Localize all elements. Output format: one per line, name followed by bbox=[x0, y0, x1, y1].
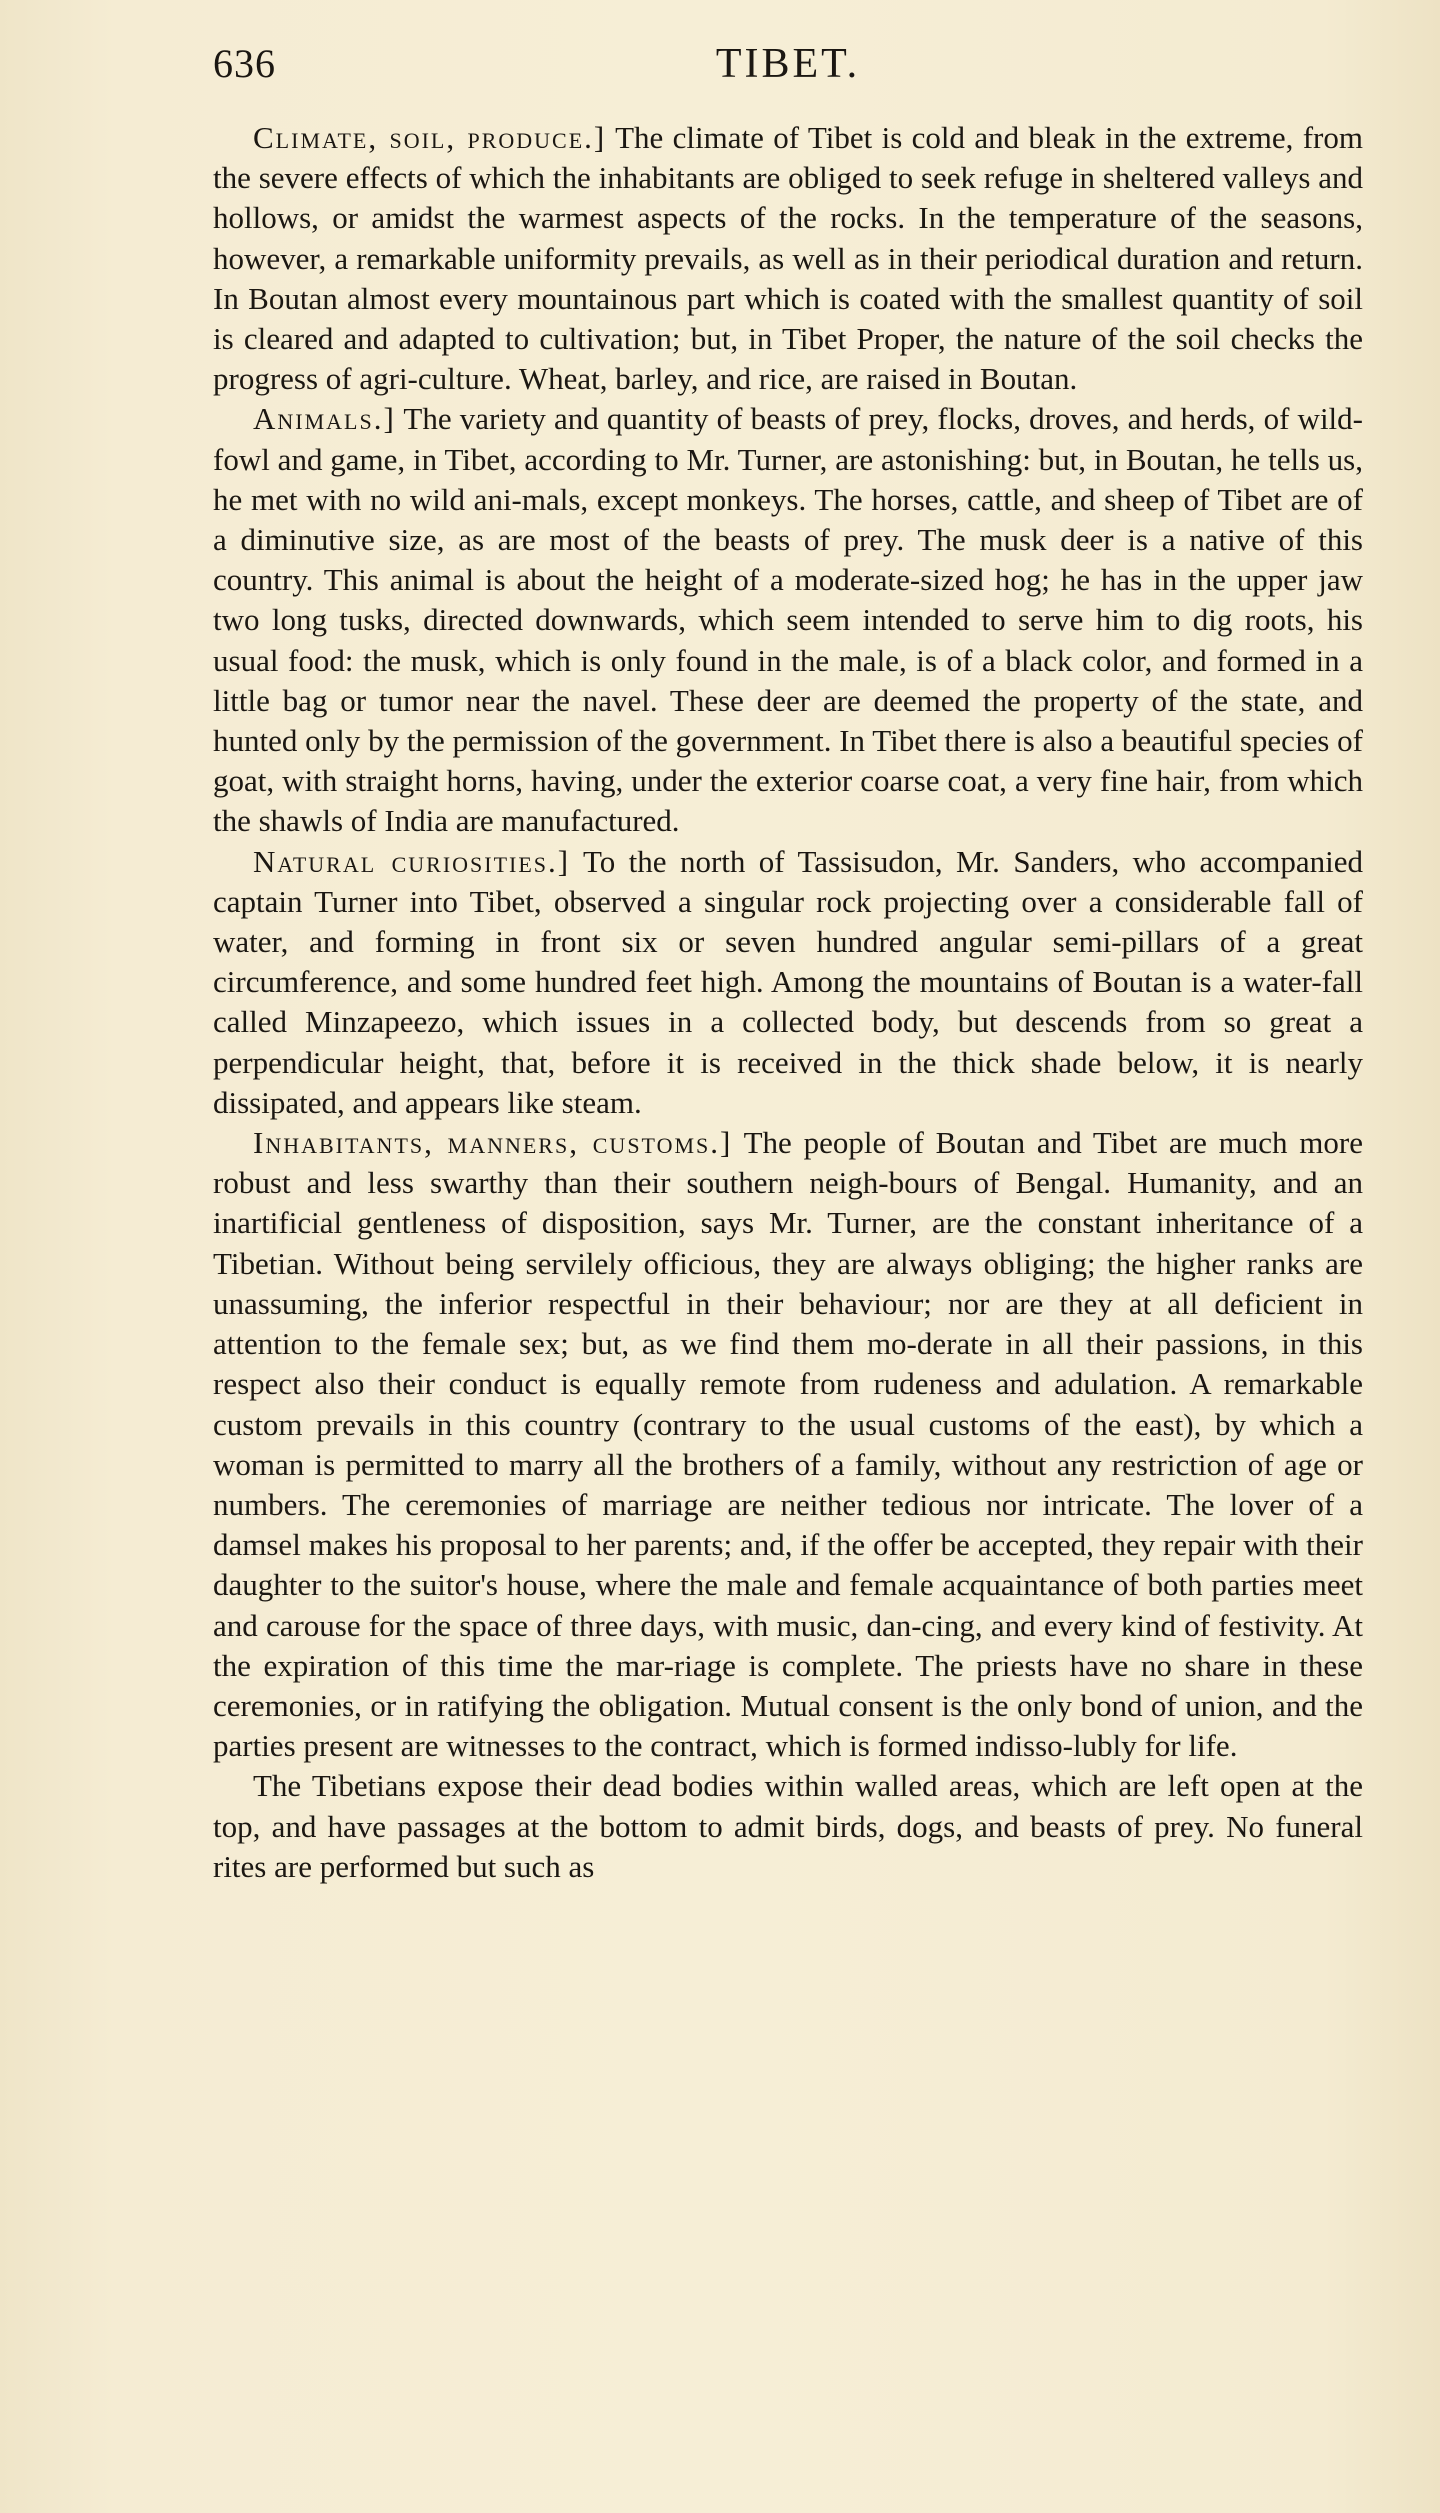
page-number: 636 bbox=[213, 41, 276, 86]
paragraph-natural-curiosities bbox=[213, 842, 1363, 1123]
section-heading: Animals.] bbox=[253, 401, 396, 437]
section-heading: Inhabitants, manners, customs.] bbox=[253, 1125, 733, 1161]
paragraph-text: The climate of Tibet is cold and bleak in the extreme, from the severe effects of which the inhabitants are obliged to seek refuge in sheltered valleys and hollows, or amidst the warmest aspects of the rocks. In the temperature of the seasons, however, a remarkable uniformity prevails, as well as in their periodical duration and return. In Boutan almost every mountainous part which is coated with the smallest quantity of soil is cleared and adapted to cultivation; but, in Tibet Proper, the nature of the soil checks the progress of agri-culture. Wheat, barley, and rice, are raised in Boutan. bbox=[213, 120, 1363, 397]
running-title: TIBET. bbox=[715, 41, 861, 87]
paragraph-climate bbox=[213, 118, 1363, 399]
paragraph-text: The Tibetians expose their dead bodies within walled areas, which are left open at the top, and have passages at the bottom to admit birds, dogs, and beasts of prey. No funeral rites are performed but such as bbox=[213, 1768, 1363, 1884]
body-text bbox=[213, 118, 1363, 1887]
paragraph-funerals bbox=[213, 1766, 1363, 1887]
paragraph-text: The variety and quantity of beasts of prey, flocks, droves, and herds, of wild-fowl and game, in Tibet, according to Mr. Turner, are astonishing: but, in Boutan, he tells us, he met with no wild ani-mals, except monkeys. The horses, cattle, and sheep of Tibet are of a diminutive size, as are most of the beasts of prey. The musk deer is a native of this country. This animal is about the height of a moderate-sized hog; he has in the upper jaw two long tusks, directed downwards, which seem intended to serve him to dig roots, his usual food: the musk, which is only found in the male, is of a black color, and formed in a little bag or tumor near the navel. These deer are deemed the property of the state, and hunted only by the permission of the government. In Tibet there is also a beautiful species of goat, with straight horns, having, under the exterior coarse coat, a very fine hair, from which the shawls of India are manufactured. bbox=[213, 401, 1363, 839]
paragraph-text: The people of Boutan and Tibet are much more robust and less swarthy than their southern neigh-bours of Bengal. Humanity, and an inartificial gentleness of disposition, says Mr. Turner, are the constant inheritance of a Tibetian. Without being servilely officious, they are always obliging; the higher ranks are unassuming, the inferior respectful in their behaviour; nor are they at all deficient in attention to the female sex; but, as we find them mo-derate in all their passions, in this respect also their conduct is equally remote from rudeness and adulation. A remarkable custom prevails in this country (contrary to the usual customs of the east), by which a woman is permitted to marry all the brothers of a family, without any restriction of age or numbers. The ceremonies of marriage are neither tedious nor intricate. The lover of a damsel makes his proposal to her parents; and, if the offer be accepted, they repair with their daughter to the suitor's house, where the male and female acquaintance of both parties meet and carouse for the space of three days, with music, dan-cing, and every kind of festivity. At the expiration of this time the mar-riage is complete. The priests have no share in these ceremonies, or in ratifying the obligation. Mutual consent is the only bond of union, and the parties present are witnesses to the contract, which is formed indisso-lubly for life. bbox=[213, 1125, 1364, 1764]
section-heading: Climate, soil, produce.] bbox=[253, 120, 607, 155]
page-header bbox=[213, 40, 1363, 100]
section-heading: Natural curiosities.] bbox=[253, 843, 571, 879]
paragraph-animals bbox=[213, 399, 1363, 841]
paragraph-inhabitants bbox=[213, 1123, 1363, 1766]
paragraph-text: To the north of Tassisudon, Mr. Sanders, who accompanied captain Turner into Tibet, observed a singular rock projecting over a considerable fall of water, and forming in front six or seven hundred angular semi-pillars of a great circumference, and some hundred feet high. Among the mountains of Boutan is a water-fall called Minzapeezo, which issues in a collected body, but descends from so great a perpendicular height, that, before it is received in the thick shade below, it is nearly dissipated, and appears like steam. bbox=[213, 843, 1363, 1120]
